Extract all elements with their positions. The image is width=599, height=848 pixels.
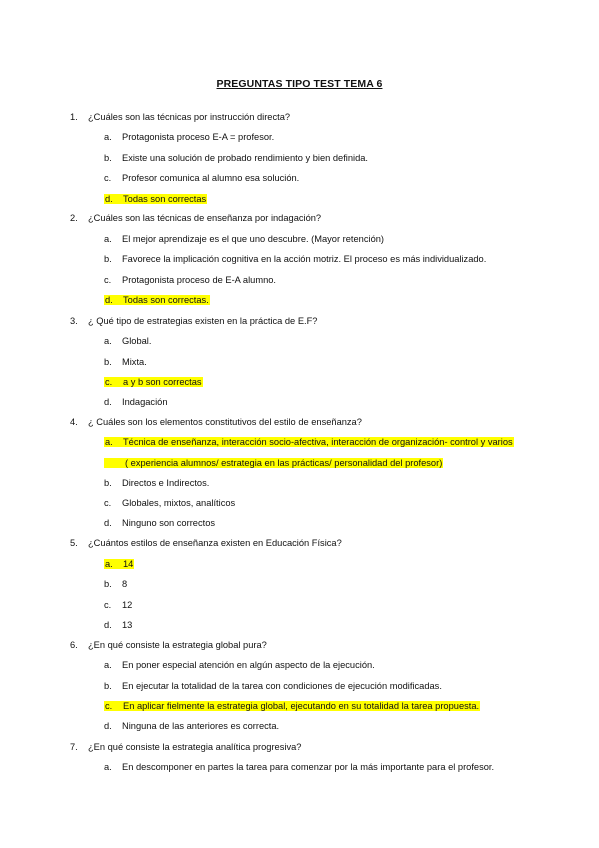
- answer-option: [104, 274, 276, 286]
- answer-option: [104, 558, 134, 570]
- option-letter: d.: [104, 620, 112, 630]
- option-letter: a.: [105, 559, 113, 569]
- option-text: 8: [122, 579, 128, 589]
- option-text: Todas son correctas.: [123, 295, 209, 305]
- answer-option: [104, 457, 443, 469]
- option-letter: d.: [104, 721, 112, 731]
- answer-option: [104, 356, 147, 368]
- option-letter: a.: [104, 234, 112, 244]
- highlighted-answer: [104, 458, 443, 468]
- option-text: 13: [122, 620, 133, 630]
- answer-option: [104, 599, 132, 611]
- option-letter: a.: [104, 336, 112, 346]
- option-text: Profesor comunica al alumno esa solución.: [122, 173, 300, 183]
- option-text: El mejor aprendizaje es el que uno descubre. (Mayor retención): [122, 234, 385, 244]
- option-letter: c.: [104, 173, 112, 183]
- answer-option: [104, 335, 151, 347]
- answer-option: [104, 131, 274, 143]
- option-text: Globales, mixtos, analíticos: [122, 498, 236, 508]
- option-text: 14: [123, 559, 134, 569]
- option-text: ( experiencia alumnos/ estrategia en las prácticas/ personalidad del profesor): [125, 458, 443, 468]
- option-letter: d.: [104, 518, 112, 528]
- highlighted-answer: [104, 295, 210, 305]
- option-text: Todas son correctas: [123, 194, 207, 204]
- answer-option: [104, 193, 207, 205]
- question-number: 5.: [70, 538, 78, 548]
- option-letter: a.: [104, 132, 112, 142]
- answer-option: [104, 172, 299, 184]
- option-text: En descomponer en partes la tarea para comenzar por la más importante para el profesor.: [122, 762, 495, 772]
- option-letter: d.: [104, 397, 112, 407]
- highlighted-answer: [104, 194, 207, 204]
- option-text: Favorece la implicación cognitiva en la acción motriz. El proceso es más individualizado.: [122, 254, 487, 264]
- answer-option: [104, 233, 384, 245]
- answer-option: [104, 578, 127, 590]
- option-text: Protagonista proceso E-A = profesor.: [122, 132, 275, 142]
- question-number: 3.: [70, 316, 78, 326]
- question-text: ¿Cuántos estilos de enseñanza existen en Educación Física?: [88, 538, 342, 548]
- option-letter: a.: [104, 660, 112, 670]
- option-letter: c.: [104, 275, 112, 285]
- question-number: 7.: [70, 742, 78, 752]
- answer-option: [104, 152, 368, 164]
- question-number: 2.: [70, 213, 78, 223]
- option-letter: c.: [104, 498, 112, 508]
- option-text: En ejecutar la totalidad de la tarea con condiciones de ejecución modificadas.: [122, 681, 442, 691]
- highlighted-answer: [104, 559, 134, 569]
- highlighted-answer: [104, 437, 514, 447]
- question-text: ¿Cuáles son las técnicas por instrucción directa?: [88, 112, 291, 122]
- option-letter: a.: [105, 437, 113, 447]
- question-number: 1.: [70, 112, 78, 122]
- answer-option: [104, 477, 209, 489]
- highlighted-answer: [104, 701, 480, 711]
- answer-option: [104, 396, 168, 408]
- option-text: Directos e Indirectos.: [122, 478, 210, 488]
- answer-option: [104, 659, 375, 671]
- answer-option: [104, 497, 235, 509]
- option-letter: b.: [104, 254, 112, 264]
- option-text: 12: [122, 600, 133, 610]
- answer-option: [104, 680, 442, 692]
- option-letter: d.: [105, 194, 113, 204]
- question-text: ¿Cuáles son las técnicas de enseñanza por indagación?: [88, 213, 322, 223]
- option-letter: b.: [104, 478, 112, 488]
- highlighted-answer: [104, 377, 203, 387]
- option-text: Ninguno son correctos: [122, 518, 216, 528]
- answer-option: [104, 253, 486, 265]
- answer-option: [104, 700, 480, 712]
- answer-option: [104, 761, 494, 773]
- answer-option: [104, 436, 514, 448]
- page-title: PREGUNTAS TIPO TEST TEMA 6: [216, 78, 383, 90]
- option-text: Técnica de enseñanza, interacción socio-afectiva, interacción de organización- control y varios: [123, 437, 513, 447]
- option-text: Indagación: [122, 397, 168, 407]
- option-letter: b.: [104, 681, 112, 691]
- option-text: Global.: [122, 336, 152, 346]
- option-letter: a.: [104, 762, 112, 772]
- answer-option: [104, 517, 215, 529]
- question-text: ¿ Cuáles son los elementos constitutivos del estilo de enseñanza?: [88, 417, 362, 427]
- option-text: a y b son correctas: [123, 377, 202, 387]
- option-letter: b.: [104, 357, 112, 367]
- question-text: ¿En qué consiste la estrategia analítica progresiva?: [88, 742, 302, 752]
- option-text: En poner especial atención en algún aspecto de la ejecución.: [122, 660, 375, 670]
- option-text: Protagonista proceso de E-A alumno.: [122, 275, 277, 285]
- option-text: Existe una solución de probado rendimiento y bien definida.: [122, 153, 369, 163]
- option-letter: b.: [104, 153, 112, 163]
- answer-option: [104, 619, 132, 631]
- option-letter: d.: [105, 295, 113, 305]
- option-text: Ninguna de las anteriores es correcta.: [122, 721, 280, 731]
- question-number: 6.: [70, 640, 78, 650]
- option-text: En aplicar fielmente la estrategia global, ejecutando en su totalidad la tarea propuesta.: [123, 701, 480, 711]
- answer-option: [104, 720, 279, 732]
- option-letter: c.: [104, 600, 112, 610]
- question-number: 4.: [70, 417, 78, 427]
- option-letter: c.: [105, 377, 113, 387]
- option-letter: c.: [105, 701, 113, 711]
- answer-option: [104, 376, 203, 388]
- question-text: ¿ Qué tipo de estrategias existen en la práctica de E.F?: [88, 316, 318, 326]
- option-letter: b.: [104, 579, 112, 589]
- question-text: ¿En qué consiste la estrategia global pura?: [88, 640, 267, 650]
- answer-option: [104, 294, 210, 306]
- option-text: Mixta.: [122, 357, 147, 367]
